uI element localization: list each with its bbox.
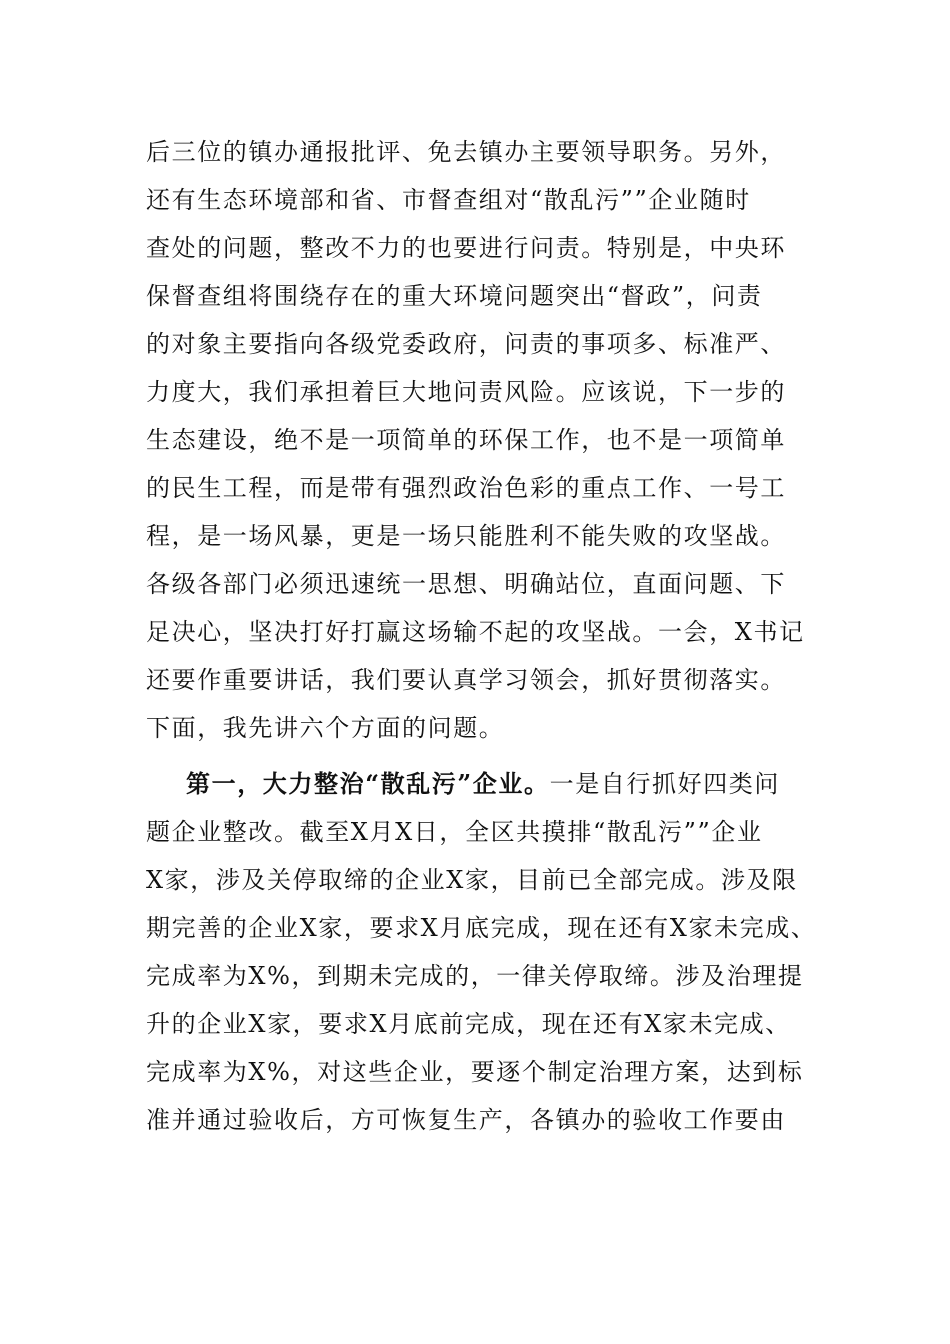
text-line: 力度大，我们承担着巨大地问责风险。应该说，下一步的	[146, 378, 786, 406]
text-line: X家，涉及关停取缔的企业X家，目前已全部完成。涉及限	[146, 866, 798, 894]
text-line: 下面，我先讲六个方面的问题。	[146, 714, 505, 742]
text-line: 还有生态环境部和省、市督查组对“散乱污””企业随时	[146, 186, 751, 214]
text-line: 升的企业X家，要求X月底前完成，现在还有X家未完成、	[146, 1010, 791, 1038]
text-line: 程，是一场风暴，更是一场只能胜利不能失败的攻坚战。	[146, 522, 786, 550]
text-line: 准并通过验收后，方可恢复生产，各镇办的验收工作要由	[146, 1106, 786, 1134]
text-line: 完成率为X%，对这些企业，要逐个制定治理方案，达到标	[146, 1058, 804, 1086]
text-line: 各级各部门必须迅速统一思想、明确站位，直面问题、下	[146, 570, 786, 598]
text-line: 后三位的镇办通报批评、免去镇办主要领导职务。另外，	[146, 138, 786, 166]
paragraph-first-line	[186, 764, 826, 804]
text-line: 的对象主要指向各级党委政府，问责的事项多、标准严、	[146, 330, 786, 358]
text-line: 足决心，坚决打好打赢这场输不起的攻坚战。一会，X书记	[146, 618, 805, 646]
text-line: 的民生工程，而是带有强烈政治色彩的重点工作、一号工	[146, 474, 786, 502]
text-line: 期完善的企业X家，要求X月底完成，现在还有X家未完成、	[146, 914, 817, 942]
text-line: 题企业整改。截至X月X日，全区共摸排“散乱污””企业	[146, 818, 763, 846]
text-line: 还要作重要讲话，我们要认真学习领会，抓好贯彻落实。	[146, 666, 786, 694]
heading-continuation: 一是自行抓好四类问	[549, 770, 781, 798]
text-line: 完成率为X%，到期未完成的，一律关停取缔。涉及治理提	[146, 962, 804, 990]
text-line: 查处的问题，整改不力的也要进行问责。特别是，中央环	[146, 234, 786, 262]
text-line: 保督查组将围绕存在的重大环境问题突出“督政”，问责	[146, 282, 763, 310]
text-line: 生态建设，绝不是一项简单的环保工作，也不是一项简单	[146, 426, 786, 454]
section-heading: 第一，大力整治“散乱污”企业。	[186, 769, 550, 798]
